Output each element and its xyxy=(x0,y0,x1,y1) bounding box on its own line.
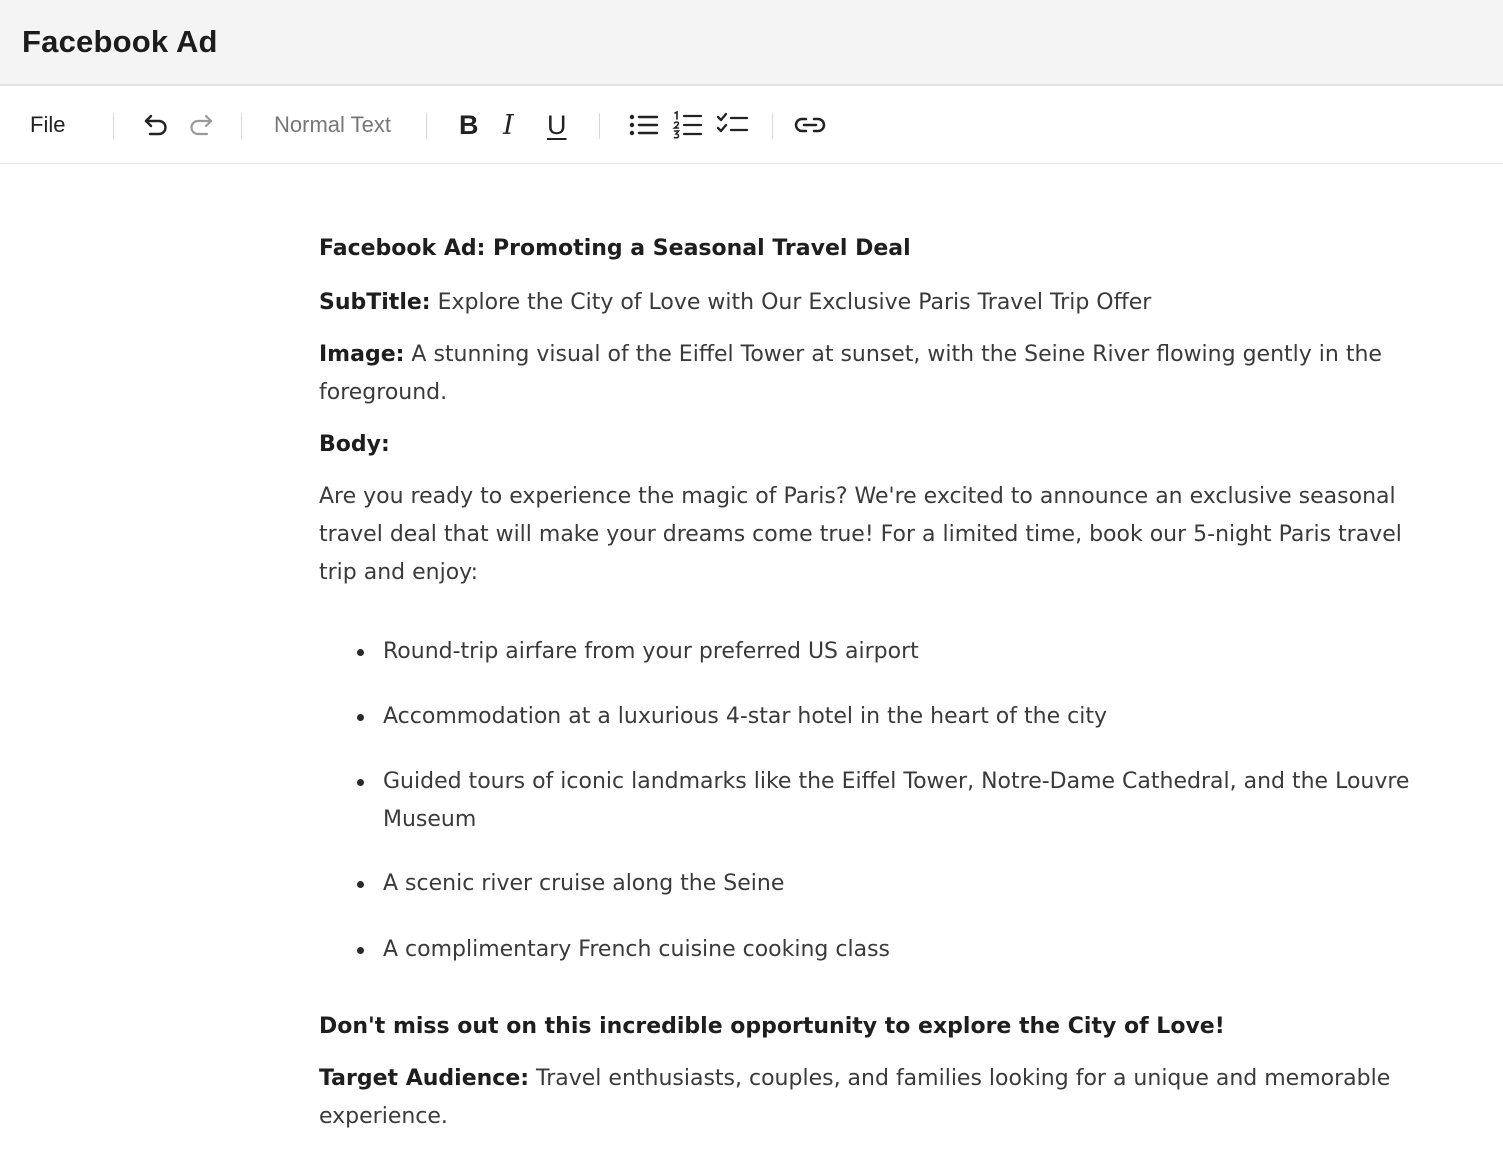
numbered-list-icon xyxy=(672,110,704,140)
title-bar xyxy=(0,0,1503,86)
underline-button[interactable] xyxy=(547,86,567,164)
file-menu-button[interactable] xyxy=(30,86,65,164)
image-text: A stunning visual of the Eiffel Tower at sunset, with the Seine River flowing gently in the foreground. xyxy=(319,342,1382,405)
bullet-dot xyxy=(357,947,364,954)
checklist-icon xyxy=(716,111,750,139)
redo-icon xyxy=(187,111,215,139)
ad-heading xyxy=(319,230,911,268)
bullet-list-icon xyxy=(628,111,660,139)
italic-icon: I xyxy=(503,109,514,141)
bullet-list-button[interactable] xyxy=(628,86,660,164)
bullet-dot xyxy=(357,649,364,656)
target-audience-label: Target Audience: xyxy=(319,1066,530,1091)
undo-icon xyxy=(142,111,170,139)
bullet-dot xyxy=(357,881,364,888)
subtitle-text: Explore the City of Love with Our Exclusive Paris Travel Trip Offer xyxy=(430,290,1152,315)
body-heading xyxy=(319,426,390,464)
text-style-label: Normal Text xyxy=(274,112,391,137)
underline-icon: U xyxy=(547,109,567,140)
toolbar-divider xyxy=(772,113,773,139)
target-audience-text: Travel enthusiasts, couples, and families looking for a unique and memorable experience. xyxy=(319,1066,1391,1129)
list-item-text: Round-trip airfare from your preferred US airport xyxy=(383,639,919,664)
ad-heading-text: Facebook Ad: Promoting a Seasonal Travel Deal xyxy=(319,236,911,261)
toolbar-divider xyxy=(241,113,242,139)
toolbar-divider xyxy=(426,113,427,139)
document-title: Facebook Ad xyxy=(22,24,218,59)
redo-button[interactable] xyxy=(187,86,215,164)
toolbar-divider xyxy=(113,113,114,139)
italic-button[interactable] xyxy=(503,86,514,164)
body-label: Body: xyxy=(319,432,390,457)
file-menu-label: File xyxy=(30,112,66,137)
list-item-text: A complimentary French cuisine cooking class xyxy=(383,937,890,962)
text-style-dropdown[interactable] xyxy=(274,86,391,164)
subtitle-paragraph xyxy=(319,284,1151,322)
editor-toolbar xyxy=(0,86,1503,164)
bold-button[interactable] xyxy=(459,86,479,164)
numbered-list-button[interactable] xyxy=(672,86,704,164)
body-paragraph: Are you ready to experience the magic of Paris? We're excited to announce an exclusive seasonal travel deal that will make your dreams come true! For a limited time, book our 5-night Paris travel trip and enjoy: xyxy=(319,484,1402,585)
list-item-text: Guided tours of iconic landmarks like the Eiffel Tower, Notre-Dame Cathedral, and the Louvre Museum xyxy=(383,769,1410,832)
bullet-dot xyxy=(357,779,364,786)
target-audience-paragraph xyxy=(319,1060,1419,1136)
bullet-dot xyxy=(357,714,364,721)
link-icon xyxy=(793,111,827,139)
toolbar-divider xyxy=(599,113,600,139)
list-item-text: A scenic river cruise along the Seine xyxy=(383,871,785,896)
call-to-action-text: Don't miss out on this incredible opportunity to explore the City of Love! xyxy=(319,1014,1225,1039)
list-item-text: Accommodation at a luxurious 4-star hotel in the heart of the city xyxy=(383,704,1107,729)
checklist-button[interactable] xyxy=(716,86,750,164)
image-label: Image: xyxy=(319,342,405,367)
call-to-action xyxy=(319,1008,1225,1046)
image-paragraph xyxy=(319,336,1419,412)
insert-link-button[interactable] xyxy=(793,86,827,164)
subtitle-label: SubTitle: xyxy=(319,290,431,315)
undo-button[interactable] xyxy=(142,86,170,164)
bold-icon: B xyxy=(459,109,479,140)
